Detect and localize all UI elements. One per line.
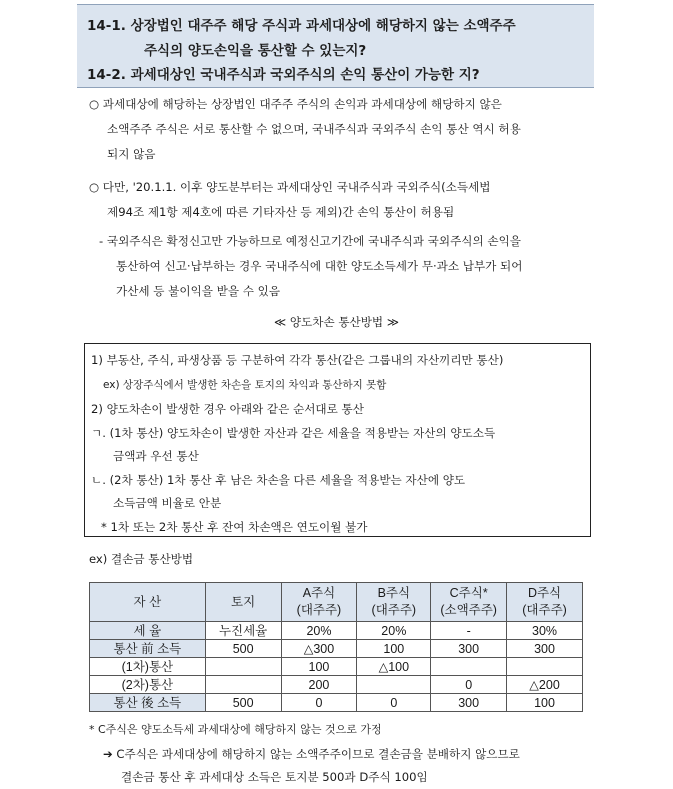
header-stock-d: D주식 (대주주) — [507, 583, 583, 622]
table-row: (2차)통산 200 0 △200 — [90, 676, 583, 694]
table-row: (1차)통산 100 △100 — [90, 658, 583, 676]
header-asset: 자 산 — [90, 583, 206, 622]
answer-p1-line3: 되지 않음 — [107, 147, 156, 161]
answer-p1-line1: ○ 과세대상에 해당하는 상장법인 대주주 주식의 손익과 과세대상에 해당하지 않은 — [89, 97, 502, 111]
method-title: ≪ 양도차손 통산방법 ≫ — [274, 315, 399, 329]
answer-p3-line1: - 국외주식은 확정신고만 가능하므로 예정신고기간에 국내주식과 국외주식의 손익을 — [99, 234, 521, 248]
table-row: 통산 前 소득 500 △300 100 300 300 — [90, 640, 583, 658]
method-box — [84, 343, 591, 537]
answer-p2-line2: 제94조 제1항 제4호에 따른 기타자산 등 제외)간 손익 통산이 허용됨 — [107, 205, 455, 219]
header-stock-b: B주식 (대주주) — [357, 583, 431, 622]
header-land: 토지 — [205, 583, 281, 622]
method-line-5: 금액과 우선 통산 — [113, 449, 199, 463]
question-14-1-line1: 14-1. 상장법인 대주주 해당 주식과 과세대상에 해당하지 않는 소액주주 — [87, 18, 516, 34]
method-line-1: 1) 부동산, 주식, 파생상품 등 구분하여 각각 통산(같은 그룹내의 자산끼리만 통산) — [91, 353, 504, 367]
example-title: ex) 결손금 통산방법 — [89, 552, 194, 566]
method-line-4: ㄱ. (1차 통산) 양도차손이 발생한 자산과 같은 세율을 적용받는 자산의 양도소득 — [91, 426, 496, 440]
table-row: 세 율 누진세율 20% 20% - 30% — [90, 622, 583, 640]
note-conclusion-line2: 결손금 통산 후 과세대상 소득은 토지분 500과 D주식 100임 — [121, 770, 428, 784]
method-line-8: * 1차 또는 2차 통산 후 잔여 차손액은 연도이월 불가 — [101, 520, 368, 534]
question-14-2: 14-2. 과세대상인 국내주식과 국외주식의 손익 통산이 가능한 지? — [87, 67, 480, 83]
question-header — [77, 4, 594, 88]
method-line-3: 2) 양도차손이 발생한 경우 아래와 같은 순서대로 통산 — [91, 402, 364, 416]
answer-p1-line2: 소액주주 주식은 서로 통산할 수 없으며, 국내주식과 국외주식 손익 통산 역시 허용 — [107, 122, 521, 136]
method-line-2: ex) 상장주식에서 발생한 차손을 토지의 차익과 통산하지 못함 — [103, 379, 387, 391]
header-stock-c: C주식* (소액주주) — [431, 583, 507, 622]
answer-p2-line1: ○ 다만, '20.1.1. 이후 양도분부터는 과세대상인 국내주식과 국외주식(소득세법 — [89, 180, 491, 194]
note-conclusion-line1: ➔ C주식은 과세대상에 해당하지 않는 소액주주이므로 결손금을 분배하지 않으므로 — [103, 747, 520, 761]
header-stock-a: A주식 (대주주) — [281, 583, 357, 622]
note-assumption: * C주식은 양도소득세 과세대상에 해당하지 않는 것으로 가정 — [89, 723, 382, 736]
method-line-7: 소득금액 비율로 안분 — [113, 496, 222, 510]
method-line-6: ㄴ. (2차 통산) 1차 통산 후 남은 차손을 다른 세율을 적용받는 자산에 양도 — [91, 473, 466, 487]
question-14-1-line2: 주식의 양도손익을 통산할 수 있는지? — [144, 43, 367, 59]
table-header-row — [90, 583, 583, 622]
answer-p3-line3: 가산세 등 불이익을 받을 수 있음 — [116, 284, 281, 298]
answer-p3-line2: 통산하여 신고·납부하는 경우 국내주식에 대한 양도소득세가 무·과소 납부가 되어 — [116, 259, 523, 273]
table-row: 통산 後 소득 500 0 0 300 100 — [90, 694, 583, 712]
loss-offset-table — [89, 582, 583, 712]
